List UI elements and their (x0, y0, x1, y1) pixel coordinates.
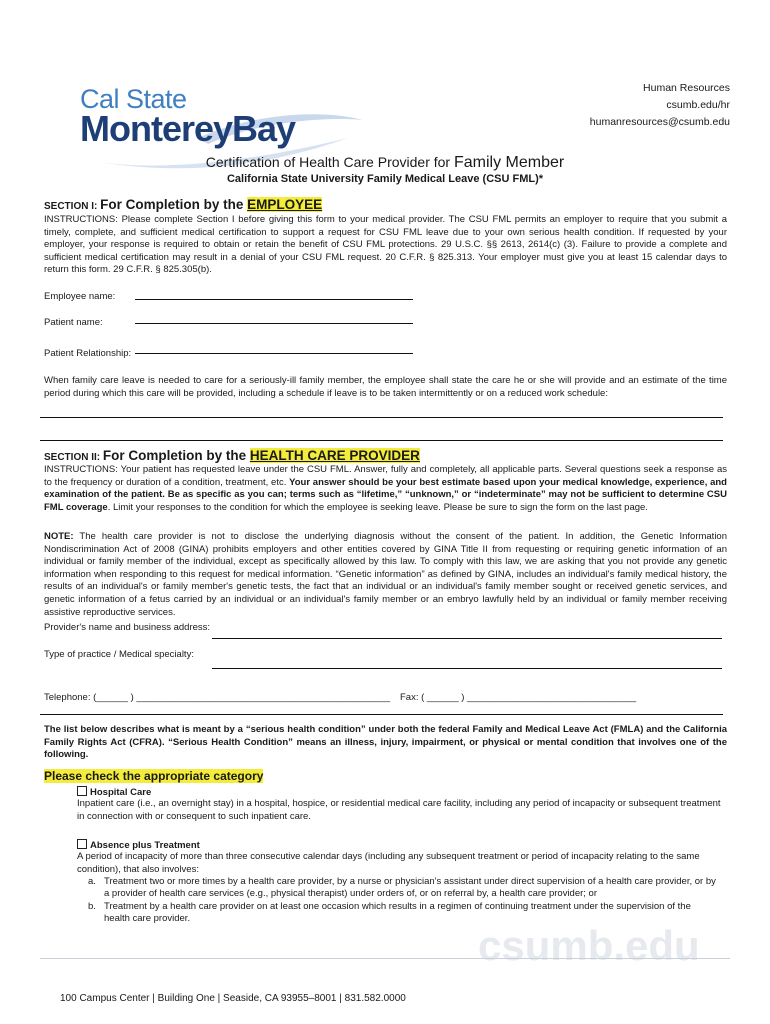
employee-name-field[interactable] (135, 299, 413, 300)
gina-note: NOTE: The health care provider is not to disclose the underlying diagnosis without the consent of the patient. In addition, the Genetic Information Nondiscrimination Act of 2008 (GINA) prohibits employers and other entities covered by GINA Title II from requesting or requiring genetic information of an individual or family member of the individual, except as specifically allowed by this law. To comply with this law, we are asking that you not provide any genetic information when responding to this request for medical information. “Genetic information” as defined by GINA, includes an individual's family medical history, the results of an individual's or family member's genetic tests, the fact that an individual or an individual's family member sought or received genetic services, and genetic information of a fetus carried by an individual or an individual's family member or an embryo lawfully held by an individual or family member receiving assistive reproductive services. (44, 531, 727, 618)
form-subtitle: California State University Family Medical Leave (CSU FML)* (226, 173, 544, 185)
patient-relationship-label: Patient Relationship: (44, 348, 132, 359)
hr-dept: Human Resources (643, 82, 730, 94)
employee-name-label: Employee name: (44, 291, 116, 302)
list-item: a. Treatment two or more times by a health care provider, by a nurse or physician's assistant under direct supervision of a health care provider, or by a provider of health care services (e.g., physical therapist) under orders of, or on referral by, a health care provider; or (88, 876, 716, 899)
logo-monterey-bay: MontereyBay (80, 108, 296, 149)
provider-name-field[interactable] (212, 638, 722, 639)
care-description: When family care leave is needed to care for a seriously-ill family member, the employee shall state the care he or she will provide and an estimate of the time period during which this care will be provided, including a schedule if leave is to be taken intermittently or on a reduced work schedule: (44, 375, 727, 399)
practice-type-field[interactable] (212, 668, 722, 669)
section-1-heading: SECTION I: For Completion by the EMPLOYEE (44, 197, 323, 212)
footer-address: 100 Campus Center | Building One | Seaside, CA 93955–8001 | 831.582.0000 (60, 993, 406, 1004)
patient-name-label: Patient name: (44, 317, 103, 328)
practice-type-label: Type of practice / Medical specialty: (44, 649, 194, 660)
list-item: b. Treatment by a health care provider on at least one occasion which results in a regimen of continuing treatment under the supervision of the health care provider. (88, 901, 691, 924)
absence-treatment-desc: A period of incapacity of more than three consecutive calendar days (including any subsequent treatment or period of incapacity relating to the same condition), that also involves: (77, 851, 700, 875)
patient-relationship-field[interactable] (135, 353, 413, 354)
patient-name-field[interactable] (135, 323, 413, 324)
hr-contact (590, 80, 730, 131)
absence-treatment-option[interactable]: Absence plus Treatment (77, 839, 200, 851)
care-answer-line-2[interactable] (40, 440, 723, 441)
telephone-field[interactable]: Telephone: (______ ) ________________________________________________ (44, 692, 391, 703)
care-answer-line-1[interactable] (40, 417, 723, 418)
serious-condition-text: The list below describes what is meant by a “serious health condition” under both the federal Family and Medical Leave Act (FMLA) and the California Family Rights Act (CFRA). “Serious Health Condition” means an illness, injury, impairment, or physical or mental condition that involves one of the following. (44, 724, 727, 761)
provider-name-label: Provider's name and business address: (44, 622, 211, 633)
footer-rule (40, 958, 730, 959)
csumb-watermark: csumb.edu (478, 922, 700, 969)
logo-cal-state: Cal State (80, 84, 187, 114)
fax-field[interactable]: Fax: ( ______ ) ________________________________ (400, 692, 637, 703)
category-heading: Please check the appropriate category (44, 769, 264, 783)
form-title: Certification of Health Care Provider for Family Member (205, 154, 565, 171)
section-1-instructions: INSTRUCTIONS: Please complete Section I before giving this form to your medical provider. The CSU FML permits an employer to require that you submit a timely, complete, and sufficient medical certification to support a request for CSU FML leave due to your own serious health condition. If requested by your employer, your response is required to obtain or retain the benefit of CSU FML protections. 29 U.S.C. §§ 2613, 2614(c) (3). Failure to provide a complete and sufficient medical certification may result in a denial of your CSU FML request. 20 C.F.R. § 825.313. Your employer must give you at least 15 calendar days to return this form. 29 C.F.R. § 825.305(b). (44, 214, 727, 276)
divider (40, 714, 723, 715)
section-2-heading: SECTION II: For Completion by the HEALTH CARE PROVIDER (44, 448, 420, 463)
absence-treatment-checkbox[interactable] (77, 839, 87, 849)
hospital-care-checkbox[interactable] (77, 786, 87, 796)
hr-email: humanresources@csumb.edu (589, 116, 730, 128)
hr-web: csumb.edu/hr (666, 99, 730, 111)
hospital-care-desc: Inpatient care (i.e., an overnight stay) in a hospital, hospice, or residential medical care facility, including any period of incapacity or subsequent treatment in connection with or consequent to such inpatient care. (77, 798, 721, 822)
section-2-instructions: INSTRUCTIONS: Your patient has requested leave under the CSU FML. Answer, fully and completely, all applicable parts. Several questions seek a response as to the frequency or duration of a condition, treatment, etc. Your answer should be your best estimate based upon your medical knowledge, experience, and examination of the patient. Be as specific as you can; terms such as “lifetime,” “unknown,” or “indeterminate” may not be sufficient to determine CSU FML coverage. Limit your responses to the condition for which the employee is seeking leave. Please be sure to sign the form on the last page. (44, 464, 727, 513)
hospital-care-option[interactable]: Hospital Care (77, 786, 151, 798)
